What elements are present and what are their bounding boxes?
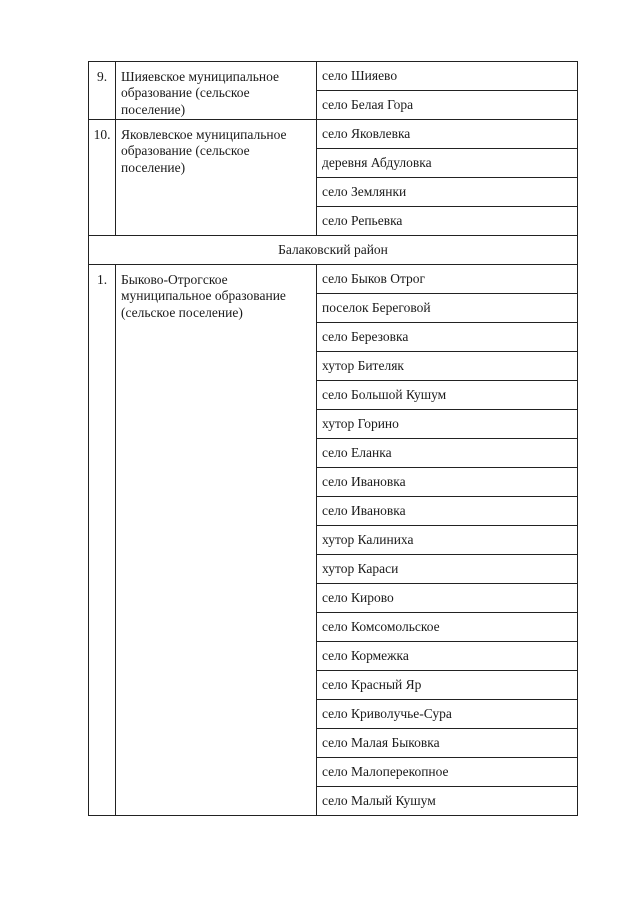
settlements-table	[88, 61, 578, 816]
table-row	[89, 120, 578, 149]
settlement-name: село Красный Яр	[317, 671, 578, 700]
settlement-name: село Шияево	[317, 62, 578, 91]
settlement-name: село Кирово	[317, 584, 578, 613]
settlement-name: село Быков Отрог	[317, 265, 578, 294]
settlement-name: деревня Абдуловка	[317, 149, 578, 178]
settlement-name: хутор Караси	[317, 555, 578, 584]
settlement-name: село Ивановка	[317, 497, 578, 526]
table-body	[89, 62, 578, 816]
settlement-name: село Большой Кушум	[317, 381, 578, 410]
settlement-name: село Комсомольское	[317, 613, 578, 642]
district-row	[89, 236, 578, 265]
settlement-name: хутор Калиниха	[317, 526, 578, 555]
entry-number: 1.	[89, 265, 116, 816]
settlement-name: поселок Береговой	[317, 294, 578, 323]
settlement-name: село Землянки	[317, 178, 578, 207]
settlement-name: село Репьевка	[317, 207, 578, 236]
municipality-name: Быково-Отрогское муниципальное образование (сельское поселение)	[116, 265, 317, 816]
settlement-name: село Криволучье-Сура	[317, 700, 578, 729]
entry-number: 9.	[89, 62, 116, 120]
table-row	[89, 62, 578, 91]
municipality-name: Яковлевское муниципальное образование (сельское поселение)	[116, 120, 317, 236]
settlement-name: село Кормежка	[317, 642, 578, 671]
table-row	[89, 265, 578, 294]
settlement-name: село Березовка	[317, 323, 578, 352]
settlement-name: село Малоперекопное	[317, 758, 578, 787]
settlement-name: село Яковлевка	[317, 120, 578, 149]
entry-number: 10.	[89, 120, 116, 236]
settlement-name: хутор Бителяк	[317, 352, 578, 381]
settlement-name: село Малая Быковка	[317, 729, 578, 758]
settlement-name: село Еланка	[317, 439, 578, 468]
settlement-name: село Белая Гора	[317, 91, 578, 120]
municipality-name: Шияевское муниципальное образование (сельское поселение)	[116, 62, 317, 120]
settlement-name: село Малый Кушум	[317, 787, 578, 816]
settlement-name: село Ивановка	[317, 468, 578, 497]
settlement-name: хутор Горино	[317, 410, 578, 439]
district-title: Балаковский район	[89, 236, 578, 265]
